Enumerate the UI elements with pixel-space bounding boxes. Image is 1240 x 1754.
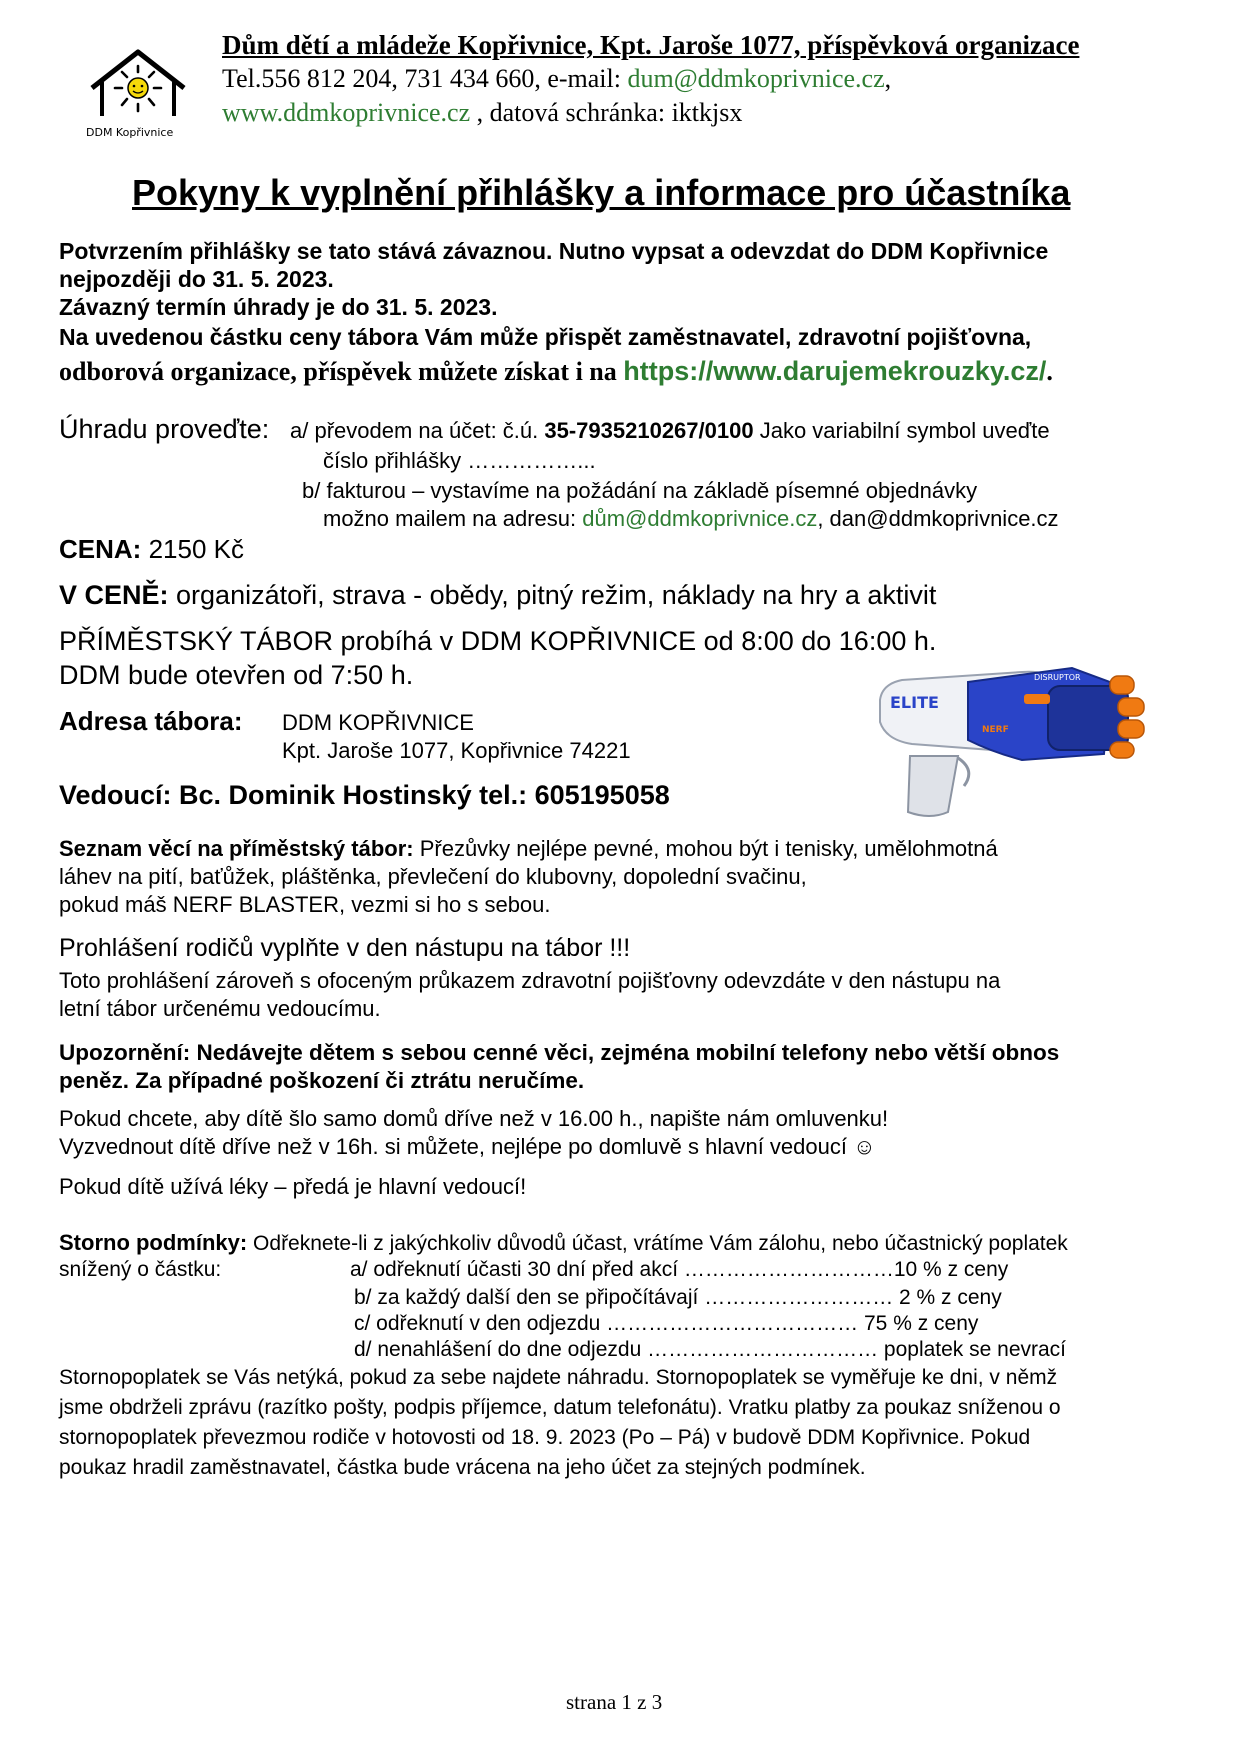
warning-line-1: Upozornění: Nedávejte dětem s sebou cenné věci, zejména mobilní telefony nebo větší obnos — [59, 1040, 1060, 1065]
web-line — [222, 98, 742, 128]
camp-line-1: PŘÍMĚSTSKÝ TÁBOR probíhá v DDM KOPŘIVNICE od 8:00 do 16:00 h. — [59, 626, 937, 656]
items-line-3: pokud máš NERF BLASTER, vezmi si ho s sebou. — [59, 892, 551, 917]
included-line — [59, 580, 936, 611]
items-line-1 — [59, 836, 998, 862]
declaration-heading: Prohlášení rodičů vyplňte v den nástupu na tábor !!! — [59, 934, 631, 962]
blaster-brand: ELITE — [890, 693, 939, 712]
payment-b-prefix: možno mailem na adresu: — [323, 506, 583, 531]
website-link[interactable]: www.ddmkoprivnice.cz — [222, 98, 471, 127]
intro-line-5-end: . — [1046, 357, 1053, 386]
warning-line-2: peněz. Za případné poškození či ztrátu neručíme. — [59, 1068, 585, 1093]
darujeme-link[interactable]: https://www.darujemekrouzky.cz/ — [623, 356, 1047, 386]
storno-item-a: a/ odřeknutí účasti 30 dní před akcí …………………………10 % z ceny — [350, 1258, 1009, 1281]
storno-line-1 — [59, 1230, 1068, 1256]
ddm-logo — [80, 44, 195, 144]
storno-line-2-left: snížený o částku: — [59, 1258, 222, 1281]
contact-comma: , — [884, 64, 892, 93]
price-line — [59, 534, 244, 565]
blaster-model: DISRUPTOR — [1034, 673, 1081, 682]
intro-line-2: nejpozději do 31. 5. 2023. — [59, 266, 334, 292]
storno-item-d: d/ nenahlášení do dne odjezdu …………………………… poplatek se nevrací — [354, 1338, 1067, 1361]
header-email-link[interactable]: dum@ddmkoprivnice.cz — [627, 64, 885, 93]
org-header: Dům dětí a mládeže Kopřivnice, Kpt. Jaroše 1077, příspěvková organizace — [222, 30, 1080, 60]
declaration-line-2: letní tábor určenému vedoucímu. — [59, 996, 381, 1021]
logo-caption: DDM Kopřivnice — [86, 126, 174, 139]
contact-line — [222, 64, 891, 94]
items-line-1-text: Přezůvky nejlépe pevné, mohou být i tenisky, umělohmotná — [413, 836, 998, 861]
storno-line-1-text: Odřeknete-li z jakýchkoliv důvodů účast, vrátíme Vám zálohu, nebo účastnický poplatek — [247, 1232, 1068, 1255]
included-value: organizátoři, strava - obědy, pitný režim, náklady na hry a aktivit — [168, 580, 937, 610]
intro-line-5-text: odborová organizace, příspěvek můžete získat i na — [59, 357, 624, 386]
intro-line-5 — [59, 356, 1053, 387]
payment-b-line-2 — [323, 506, 1059, 532]
payment-a-suffix: Jako variabilní symbol uveďte — [753, 418, 1050, 443]
declaration-line-1: Toto prohlášení zároveň s ofoceným průkazem zdravotní pojišťovny odevzdáte v den nástupu na — [59, 968, 1001, 993]
payment-a-line — [290, 418, 1050, 444]
storno-paragraph-4: poukaz hradil zaměstnavatel, částka bude vrácena na jeho účet za stejných podmínek. — [59, 1456, 866, 1479]
storno-item-c: c/ odřeknutí v den odjezdu ……………………………… 75 % z ceny — [354, 1312, 979, 1335]
camp-line-2: DDM bude otevřen od 7:50 h. — [59, 660, 414, 690]
meds-line: Pokud dítě užívá léky – předá je hlavní vedoucí! — [59, 1174, 527, 1199]
intro-line-4: Na uvedenou částku ceny tábora Vám může přispět zaměstnavatel, zdravotní pojišťovna, — [59, 324, 1032, 350]
pickup-line-2: Vyzvednout dítě dříve než v 16h. si můžete, nejlépe po domluvě s hlavní vedoucí ☺ — [59, 1134, 876, 1159]
address-label: Adresa tábora: — [59, 706, 243, 736]
storno-paragraph-1: Stornopoplatek se Vás netýká, pokud za sebe najdete náhradu. Stornopoplatek se vyměřuje ke dni, v němž — [59, 1366, 1058, 1389]
intro-line-3: Závazný termín úhrady je do 31. 5. 2023. — [59, 294, 498, 320]
storno-paragraph-2: jsme obdrželi zprávu (razítko pošty, podpis příjemce, datum telefonátu). Vratku platby za poukaz sníženou o — [59, 1396, 1061, 1419]
account-number: 35-7935210267/0100 — [544, 418, 754, 443]
items-line-2: láhev na pití, baťůžek, pláštěnka, převlečení do klubovny, dopolední svačinu, — [59, 864, 807, 889]
storno-paragraph-3: stornopoplatek převezmou rodiče v hotovosti od 18. 9. 2023 (Po – Pá) v budově DDM Kopřivnice. Pokud — [59, 1426, 1031, 1449]
payment-email-link[interactable]: dům@ddmkoprivnice.cz — [582, 506, 818, 531]
payment-b-suffix: , dan@ddmkoprivnice.cz — [817, 506, 1059, 531]
payment-label: Úhradu proveďte: — [59, 414, 270, 444]
price-label: CENA: — [59, 534, 142, 564]
contact-phones: Tel.556 812 204, 731 434 660, e-mail: — [222, 64, 628, 93]
payment-a-prefix: a/ převodem na účet: č.ú. — [290, 418, 545, 443]
blaster-logo: NERF — [982, 725, 1009, 735]
nerf-blaster-image — [872, 662, 1150, 822]
address-line-2: Kpt. Jaroše 1077, Kopřivnice 74221 — [282, 738, 631, 763]
databox-text: , datová schránka: iktkjsx — [470, 98, 743, 127]
price-value: 2150 Kč — [141, 534, 244, 564]
page-number: strana 1 z 3 — [566, 1690, 663, 1714]
intro-line-1: Potvrzením přihlášky se tato stává závaznou. Nutno vypsat a odevzdat do DDM Kopřivnice — [59, 238, 1049, 264]
storno-item-b: b/ za každý další den se připočítávají ……………………… 2 % z ceny — [354, 1286, 1002, 1309]
page-title: Pokyny k vyplnění přihlášky a informace pro účastníka — [132, 172, 1071, 213]
payment-b-line-1: b/ fakturou – vystavíme na požádání na základě písemné objednávky — [302, 478, 978, 503]
storno-label: Storno podmínky: — [59, 1230, 248, 1255]
pickup-line-1: Pokud chcete, aby dítě šlo samo domů dříve než v 16.00 h., napište nám omluvenku! — [59, 1106, 889, 1131]
leader-line: Vedoucí: Bc. Dominik Hostinský tel.: 605195058 — [59, 780, 670, 810]
address-line-1: DDM KOPŘIVNICE — [282, 710, 474, 735]
items-label: Seznam věcí na příměstský tábor: — [59, 836, 414, 861]
included-label: V CENĚ: — [59, 580, 169, 610]
payment-a-line-2: číslo přihlášky ……………... — [323, 448, 596, 473]
